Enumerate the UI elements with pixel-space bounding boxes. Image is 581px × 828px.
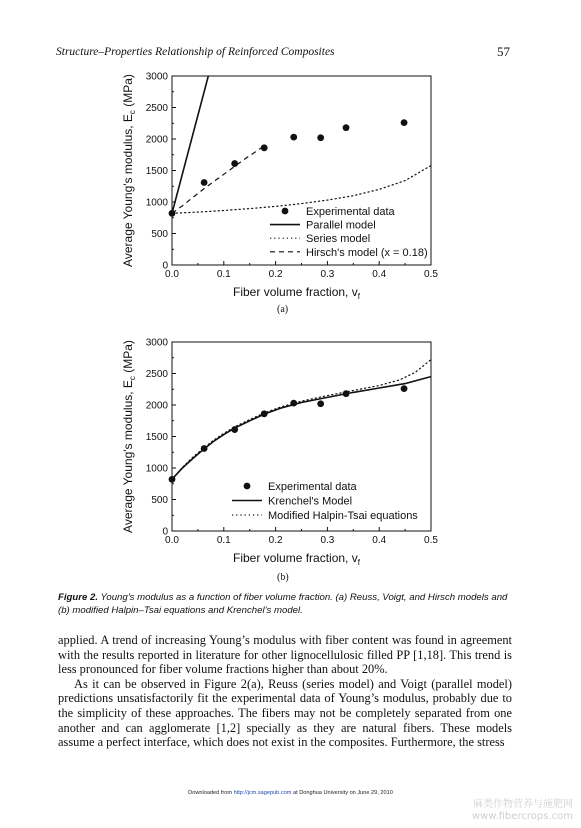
paragraph-2: As it can be observed in Figure 2(a), Reuss (series model) and Voigt (parallel model) predictions unsatisfactorily fit the experimental data of Young’s modulus, probably due to the simplicity of these approaches. The fibers may not be completely separated from one another and can agglomerate [1,2] specially as they are natural fibers. These models assume a perfect interface, which does not exist in the composites. Furthermore, the stress — [58, 676, 512, 750]
footer-link[interactable]: http://jcm.sagepub.com — [233, 790, 292, 796]
footer-prefix: Downloaded from — [188, 790, 233, 796]
chart-1-x-axis-label: Fiber volume fraction, $v_f$ — [233, 551, 360, 567]
chart-1-x-tick-label: 0.0 — [165, 535, 179, 546]
chart-1-series-experimental-data-point — [317, 400, 324, 407]
chart-0-y-tick-label: 2500 — [145, 103, 168, 114]
page-number: 57 — [497, 44, 510, 59]
download-footer — [0, 790, 581, 796]
chart-0-x-tick-label: 0.4 — [372, 269, 387, 280]
chart-1-y-tick-label: 1500 — [145, 432, 168, 443]
chart-0-x-tick-label: 0.0 — [165, 269, 179, 280]
caption-text: Young’s modulus as a function of fiber volume fraction. (a) Reuss, Voigt, and Hirsch models and (b) modified Halpin–Tsai equations and Krenchel’s model. — [58, 592, 508, 616]
chart-0-legend-item-label: Parallel model — [306, 219, 376, 232]
chart-1-y-axis-label: Average Young's modulus, $E_c$ (MPa) — [121, 340, 137, 533]
chart-0-x-axis-label: Fiber volume fraction, $v_f$ — [233, 285, 360, 301]
figure-2a-label: (a) — [277, 304, 289, 315]
chart-1-series-experimental-data-point — [261, 410, 268, 417]
chart-1-series-experimental-data-point — [290, 400, 297, 407]
chart-1-legend-item-marker — [244, 483, 251, 490]
running-title: Structure–Properties Relationship of Reinforced Composites — [56, 46, 335, 58]
chart-1-series-modified-halpin-tsai-equations-line — [172, 360, 431, 480]
chart-1-x-tick-label: 0.5 — [424, 535, 438, 546]
chart-1-x-tick-label: 0.2 — [268, 535, 283, 546]
chart-1-y-tick-label: 0 — [162, 526, 168, 538]
figure-2b-label: (b) — [277, 572, 289, 583]
chart-1-x-tick-label: 0.1 — [216, 535, 231, 546]
watermark — [472, 799, 573, 823]
chart-1-y-tick-label: 2500 — [145, 369, 168, 380]
chart-1-y-tick-label: 1000 — [145, 463, 168, 475]
chart-0-x-tick-label: 0.5 — [424, 269, 438, 280]
chart-0-x-tick-label: 0.1 — [216, 269, 231, 280]
chart-0-legend-item-label: Hirsch's model (x = 0.18) — [306, 246, 428, 259]
chart-0-legend-item-label: Series model — [306, 233, 371, 246]
paragraph-1: applied. A trend of increasing Young’s modulus with fiber content was found in agreement with the results reported in literature for other lignocellulosic filled PP [1,18]. This trend is less pronounced for fiber volume fractions higher than about 20%. — [58, 633, 512, 677]
chart-1-series-experimental-data-point — [201, 445, 208, 452]
chart-0-y-tick-label: 1500 — [145, 166, 168, 177]
chart-1-series-experimental-data-point — [169, 476, 176, 483]
chart-1-series-experimental-data-point — [343, 390, 350, 397]
chart-1-y-tick-label: 2000 — [145, 400, 168, 412]
chart-1-series-experimental-data-point — [401, 385, 408, 392]
chart-1-x-tick-label: 0.3 — [320, 535, 335, 546]
caption-label: Figure 2. — [58, 592, 98, 603]
chart-1-legend-item-label: Krenchel's Model — [268, 495, 353, 508]
chart-0-y-tick-label: 500 — [151, 229, 168, 240]
footer-suffix: at Donghua University on June 29, 2010 — [292, 790, 393, 796]
chart-0-legend-item-label: Experimental data — [306, 206, 395, 218]
chart-1-series-experimental-data-point — [231, 426, 238, 433]
chart-1-legend-item-label: Experimental data — [268, 481, 357, 493]
figure-caption — [58, 591, 520, 617]
chart-0-y-axis-label: Average Young's modulus, $E_c$ (MPa) — [121, 74, 137, 267]
chart-1-y-tick-label: 3000 — [145, 337, 168, 349]
chart-1-y-tick-label: 500 — [151, 495, 168, 506]
chart-0-y-tick-label: 2000 — [145, 134, 168, 146]
body-text — [58, 633, 512, 750]
chart-0-x-tick-label: 0.3 — [320, 269, 335, 280]
chart-0-x-tick-label: 0.2 — [268, 269, 283, 280]
watermark-line-1: 麻类作物营养与施肥网 — [473, 799, 573, 810]
chart-1-x-tick-label: 0.4 — [372, 535, 387, 546]
chart-1-legend-item-label: Modified Halpin-Tsai equations — [268, 510, 418, 522]
chart-0-y-tick-label: 3000 — [145, 71, 168, 83]
chart-1-series-krenchel-s-model-line — [172, 377, 431, 480]
watermark-line-2: www.fibercrops.com — [471, 811, 573, 822]
chart-0-y-tick-label: 1000 — [145, 197, 168, 209]
chart-0-y-tick-label: 0 — [162, 260, 168, 272]
